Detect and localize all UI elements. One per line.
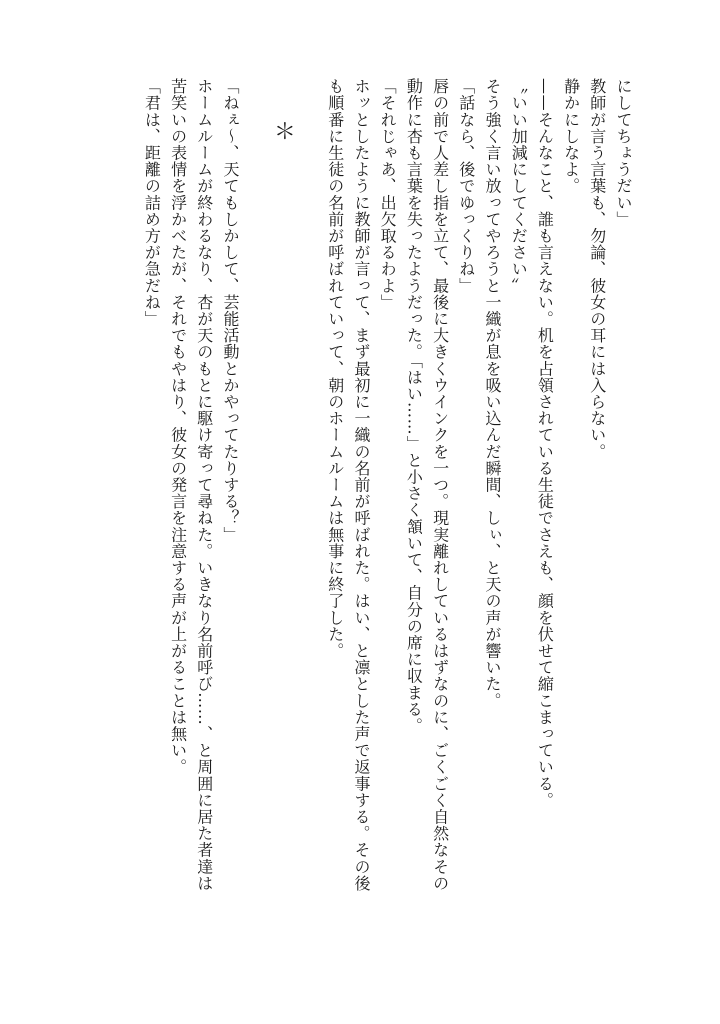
text-line: 「君は、距離の詰め方が急だね」 xyxy=(142,78,162,327)
vertical-text-block xyxy=(138,78,636,958)
blank-line xyxy=(243,78,269,958)
text-line: ホッとしたように教師が言って、まず最初に一織の名前が呼ばれた。はい、と凛とした声で返事する。その後 xyxy=(351,78,371,892)
text-line: 〝いい加減にしてください〟 xyxy=(509,78,529,294)
text-line: にしてちょうだい」 xyxy=(614,78,633,228)
text-line: 唇の前で人差し指を立て、最後に大きくウインクを一つ。現実離れしているはずなのに、ごくごく自然なその xyxy=(430,78,450,892)
text-line: 「話なら、後でゆっくりね」 xyxy=(456,78,476,294)
text-line: ——そんなこと、誰も言えない。机を占領されている生徒でさえも、顔を伏せて縮こまっている。 xyxy=(535,78,555,809)
text-line: そう強く言い放ってやろうと一織が息を吸い込んだ瞬間、しぃ、と天の声が響いた。 xyxy=(482,78,502,709)
text-line: も順番に生徒の名前が呼ばれていって、朝のホームルームは無事に終了した。 xyxy=(325,78,345,659)
text-line: 「それじゃあ、出欠取るわよ」 xyxy=(378,78,398,311)
text-line: 動作に杏も言葉を失ったようだった。「はい……」と小さく頷いて、自分の席に収まる。 xyxy=(404,78,424,734)
text-line: 「ねぇ〜、天てもしかして、芸能活動とかやってたりする？」 xyxy=(220,78,240,543)
blank-line xyxy=(295,78,321,958)
text-line: 静かにしなよ。 xyxy=(561,78,581,195)
text-line: ホームルームが終わるなり、杏が天のもとに駆け寄って尋ねた。いきなり名前呼び……、と周囲に居た者達は xyxy=(194,78,214,892)
text-line: 教師が言う言葉も、勿論、彼女の耳には入らない。 xyxy=(587,78,607,460)
text-line: 苦笑いの表情を浮かべたが、それでもやはり、彼女の発言を注意する声が上がることは無い。 xyxy=(168,78,188,776)
section-break-asterisk: ＊ xyxy=(270,120,296,143)
